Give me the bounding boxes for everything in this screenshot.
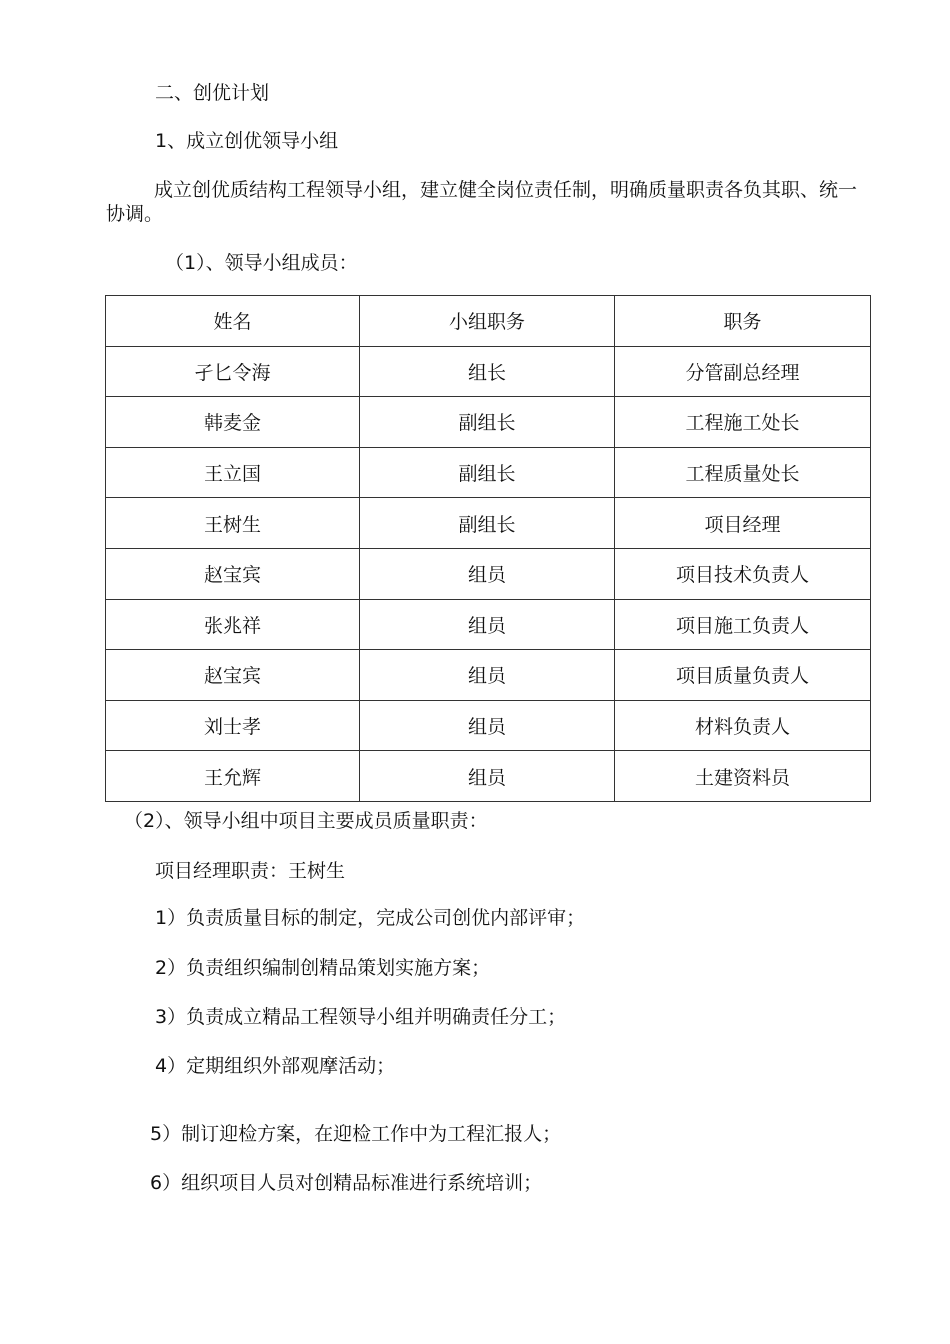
column-header-position: 职务 bbox=[615, 296, 871, 347]
member-group-role: 组员 bbox=[360, 700, 615, 751]
duty-item: 3）负责成立精品工程领导小组并明确责任分工； bbox=[155, 1006, 567, 1028]
member-group-role: 副组长 bbox=[360, 397, 615, 448]
member-name: 韩麦金 bbox=[106, 397, 360, 448]
table-header-row bbox=[106, 296, 871, 347]
members-subtitle: （1）、领导小组成员： bbox=[165, 252, 358, 274]
member-position: 材料负责人 bbox=[615, 700, 871, 751]
member-position: 工程施工处长 bbox=[615, 397, 871, 448]
member-position: 项目经理 bbox=[615, 498, 871, 549]
table-row bbox=[106, 751, 871, 802]
duty-item: 1）负责质量目标的制定，完成公司创优内部评审； bbox=[155, 907, 586, 929]
table-row bbox=[106, 650, 871, 701]
intro-paragraph: 成立创优质结构工程领导小组，建立健全岗位责任制，明确质量职责各负其职、统一协调。 bbox=[106, 179, 858, 225]
member-name: 赵宝宾 bbox=[106, 548, 360, 599]
member-position: 项目技术负责人 bbox=[615, 548, 871, 599]
duty-item: 6）组织项目人员对创精品标准进行系统培训； bbox=[150, 1172, 543, 1194]
table-row bbox=[106, 700, 871, 751]
table-row bbox=[106, 397, 871, 448]
duty-item: 4）定期组织外部观摩活动； bbox=[155, 1055, 396, 1077]
member-position: 项目施工负责人 bbox=[615, 599, 871, 650]
duties-subtitle: （2）、领导小组中项目主要成员质量职责： bbox=[124, 810, 488, 832]
member-group-role: 组员 bbox=[360, 599, 615, 650]
member-name: 王树生 bbox=[106, 498, 360, 549]
member-name: 王立国 bbox=[106, 447, 360, 498]
project-manager-label: 项目经理职责：王树生 bbox=[155, 860, 346, 882]
member-group-role: 组长 bbox=[360, 346, 615, 397]
member-name: 王允辉 bbox=[106, 751, 360, 802]
member-position: 分管副总经理 bbox=[615, 346, 871, 397]
member-position: 工程质量处长 bbox=[615, 447, 871, 498]
section-title: 1、成立创优领导小组 bbox=[155, 130, 339, 152]
member-position: 土建资料员 bbox=[615, 751, 871, 802]
members-table bbox=[105, 295, 871, 802]
member-group-role: 组员 bbox=[360, 751, 615, 802]
member-group-role: 副组长 bbox=[360, 498, 615, 549]
page-heading: 二、创优计划 bbox=[155, 82, 270, 104]
table-row bbox=[106, 548, 871, 599]
table-row bbox=[106, 498, 871, 549]
column-header-group-role: 小组职务 bbox=[360, 296, 615, 347]
member-position: 项目质量负责人 bbox=[615, 650, 871, 701]
member-name: 赵宝宾 bbox=[106, 650, 360, 701]
member-name: 张兆祥 bbox=[106, 599, 360, 650]
member-group-role: 副组长 bbox=[360, 447, 615, 498]
table-row bbox=[106, 346, 871, 397]
member-name: 刘士孝 bbox=[106, 700, 360, 751]
member-group-role: 组员 bbox=[360, 548, 615, 599]
table-row bbox=[106, 447, 871, 498]
table-row bbox=[106, 599, 871, 650]
member-name: 孑匕令海 bbox=[106, 346, 360, 397]
column-header-name: 姓名 bbox=[106, 296, 360, 347]
duty-item: 2）负责组织编制创精品策划实施方案； bbox=[155, 957, 491, 979]
duty-item: 5）制订迎检方案，在迎检工作中为工程汇报人； bbox=[150, 1123, 562, 1145]
member-group-role: 组员 bbox=[360, 650, 615, 701]
